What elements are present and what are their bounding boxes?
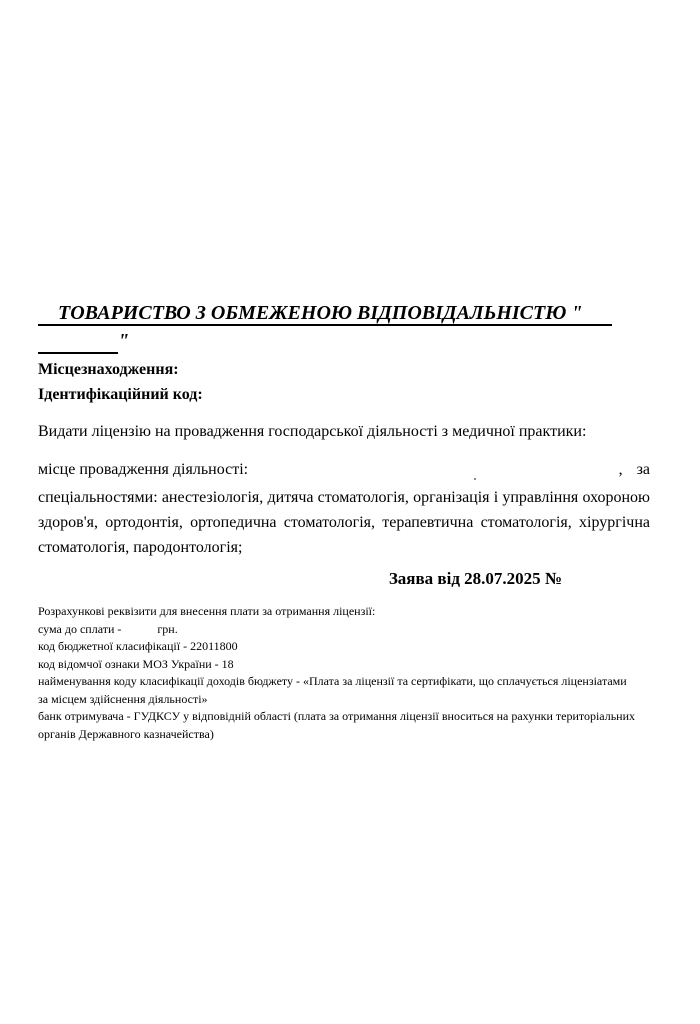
place-of-activity-line [38, 460, 650, 480]
specialties-text: спеціальностями: анестезіологія, дитяча стоматологія, організація і управління охороною здоров'я, ортодонтія, ортопедична стоматологія, терапевтична стоматологія, хірургічна стоматологія, пародонтологія; [38, 489, 650, 556]
id-code-label: Ідентифікаційний код: [38, 386, 203, 403]
scan-mark [474, 478, 476, 480]
application-date-number: Заява від 28.07.2025 № [388, 569, 562, 588]
income-code-name: найменування коду класифікації доходів бюджету - «Плата за ліцензії та сертифікати, що сплачується ліцензіатами за місцем здійснення діяльності» [38, 674, 627, 706]
place-label: місце провадження діяльності: [38, 461, 249, 478]
budget-code: код бюджетної класифікації - 22011800 [38, 639, 238, 653]
payment-heading: Розрахункові реквізити для внесення плати за отримання ліцензії: [38, 604, 376, 618]
company-name-continuation-line [38, 330, 130, 354]
company-name: ТОВАРИСТВО З ОБМЕЖЕНОЮ ВІДПОВІДАЛЬНІСТЮ " [58, 302, 583, 324]
payment-details [38, 603, 638, 743]
location-label: Місцезнаходження: [38, 361, 179, 378]
amount-row [38, 621, 638, 639]
request-text: Видати ліцензію на провадження господарської діяльності з медичної практики: [38, 423, 587, 440]
company-name-closing-quote: " [118, 330, 130, 352]
recipient-bank: банк отримувача - ГУДКСУ у відповідній області (плата за отримання ліцензії вноситься на рахунки територіальних органів Державного казначейства) [38, 709, 636, 741]
company-name-line [38, 300, 612, 326]
ministry-code: код відомчої ознаки МОЗ України - 18 [38, 656, 234, 671]
amount-currency: грн. [157, 621, 178, 636]
place-za: за [636, 461, 650, 478]
amount-prefix: сума до сплати - [38, 621, 122, 636]
place-comma: , [618, 461, 623, 478]
